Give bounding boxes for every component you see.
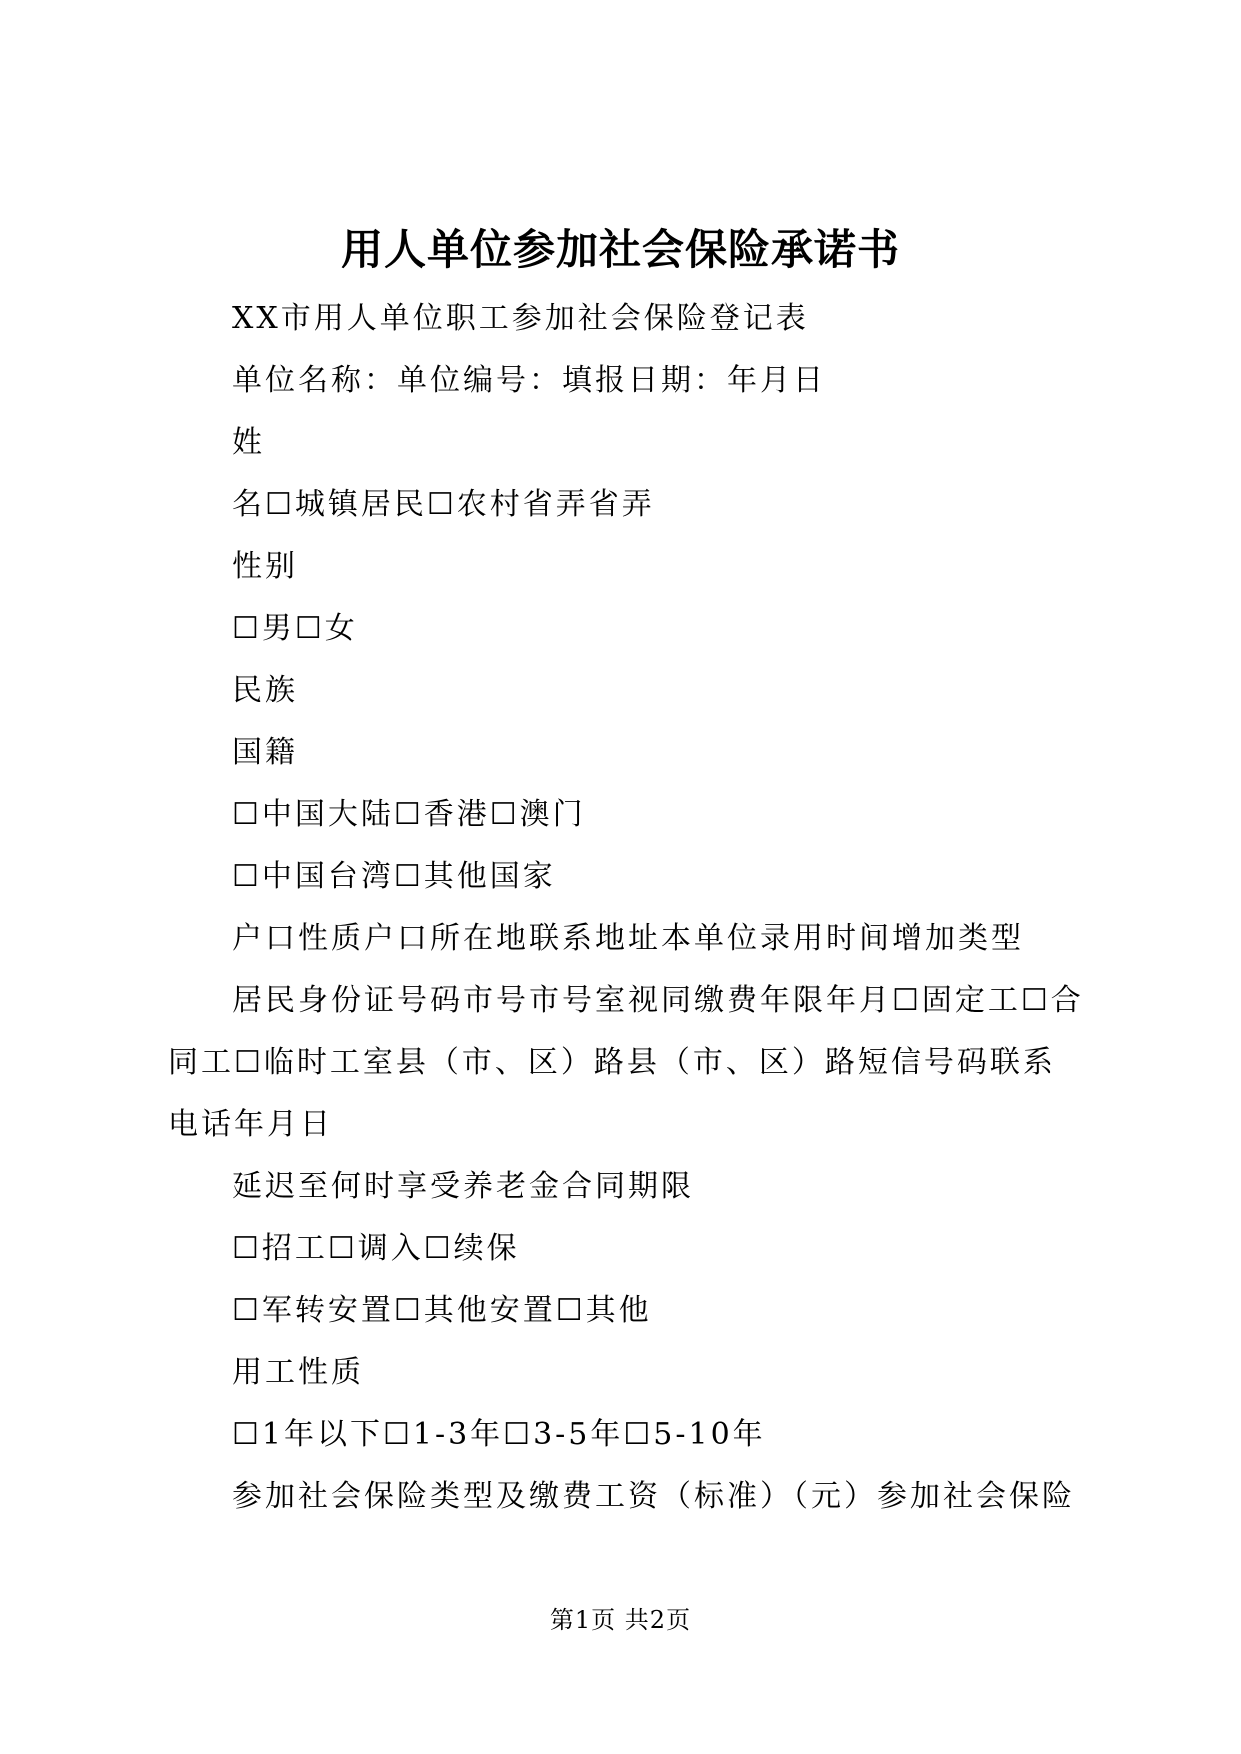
- paragraph: XX市用人单位职工参加社会保险登记表: [232, 301, 809, 336]
- paragraph: 性别: [232, 549, 298, 584]
- paragraph: ☐中国大陆☐香港☐澳门: [232, 797, 586, 832]
- paragraph: 居民身份证号码市号市号室视同缴费年限年月☐固定工☐合同工☐临时工室县（市、区）路县（市、区）路短信号码联系电话年月日: [168, 983, 1084, 1142]
- paragraph: 国籍: [232, 735, 298, 770]
- document-body: [168, 288, 1088, 1528]
- page-footer: 第1页 共2页: [549, 1606, 692, 1634]
- paragraph: 单位名称：单位编号：填报日期：年月日: [232, 363, 826, 398]
- paragraph: ☐男☐女: [232, 611, 358, 646]
- paragraph: 名☐城镇居民☐农村省弄省弄: [232, 487, 655, 522]
- paragraph: 用工性质: [232, 1355, 364, 1390]
- paragraph: ☐军转安置☐其他安置☐其他: [232, 1293, 652, 1328]
- paragraph: 姓: [232, 425, 265, 460]
- paragraph: 民族: [232, 673, 298, 708]
- paragraph: ☐招工☐调入☐续保: [232, 1231, 520, 1266]
- paragraph: ☐1年以下☐1-3年☐3-5年☐5-10年: [232, 1417, 766, 1452]
- paragraph: ☐中国台湾☐其他国家: [232, 859, 556, 894]
- paragraph: 参加社会保险类型及缴费工资（标准）（元）参加社会保险: [232, 1479, 1075, 1514]
- paragraph: 延迟至何时享受养老金合同期限: [232, 1169, 694, 1204]
- document-title: 用人单位参加社会保险承诺书: [340, 225, 900, 274]
- paragraph: 户口性质户口所在地联系地址本单位录用时间增加类型: [232, 921, 1024, 956]
